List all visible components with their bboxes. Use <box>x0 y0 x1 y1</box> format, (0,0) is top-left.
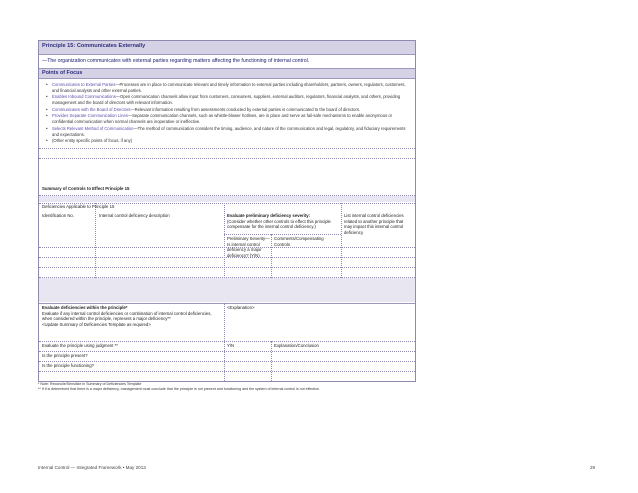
column-divider <box>224 303 225 341</box>
point-text: —Open communication channels allow input from customers, consumers, suppliers, external auditors, regulators, financial analysts, and others, providing management and the board of directors with relevant information. <box>52 94 401 106</box>
list-item <box>45 126 409 138</box>
footnote: * Note: Reconcile/Sensitize in Summary of Deficiencies Template <box>38 382 142 386</box>
principle-present-question: Is the principle present? <box>42 353 88 358</box>
shaded-row <box>39 196 415 202</box>
deficiencies-label: Deficiencies Applicable to Principle 15 <box>42 204 115 209</box>
shaded-row <box>39 278 415 302</box>
points-of-focus-header <box>39 68 415 79</box>
principle-title: Principle 15: Communicates Externally <box>42 43 146 49</box>
divider <box>39 371 415 372</box>
evaluate-deficiencies-title: Evaluate deficiencies within the principle* <box>42 305 128 310</box>
column-header-severity: Preliminary Severity—Is internal control deficiency a major deficiency? (Y/N) <box>227 236 270 258</box>
divider <box>39 361 415 362</box>
point-term: Communicates with the Board of Directors <box>52 106 131 112</box>
point-term: Provides Separate Communication Lines <box>52 113 128 119</box>
point-text: —Separate communication channels, such as whistle-blower hotlines, are in place and serve as fail-safe mechanisms to enable anonymous or confidential communication when normal channels are inoperative or ineffective. <box>52 113 393 125</box>
explanation-placeholder: <Explanation> <box>227 305 255 310</box>
point-text: (Other entity specific points of focus, if any) <box>52 138 133 144</box>
footnote: ** If it is determined that there is a major deficiency, management must conclude that the principle is not present and functioning and the system of internal control is not effective. <box>38 387 320 391</box>
point-text: —Relevant information resulting from assessments conducted by external parties is communicated to the board of directors. <box>130 106 361 112</box>
column-divider <box>95 203 96 278</box>
update-summary-note: <Update Summary of Deficiencies Template as required> <box>42 322 151 327</box>
column-divider <box>271 234 272 278</box>
column-header-evaluate: Evaluate preliminary deficiency severity: <box>227 213 311 218</box>
column-header-related: List internal control deficiencies related to another principle that may impact this internal control deficiency <box>344 213 404 235</box>
divider <box>39 148 415 149</box>
evaluate-instruction: (Consider whether other controls to effect this principle compensate for the internal control deficiency.) <box>227 218 331 230</box>
yn-header: Y/N <box>227 343 235 348</box>
column-divider <box>271 341 272 381</box>
list-item <box>45 107 409 113</box>
list-item <box>45 138 409 144</box>
explanation-header: Explanation/Conclusion <box>274 343 319 348</box>
evaluate-deficiencies-text: Evaluate if any internal control deficiencies or combination of internal control deficiencies, when considered within the principle, represent a major deficiency** <box>42 310 212 322</box>
points-of-focus-title: Points of Focus <box>42 70 83 76</box>
points-of-focus-list <box>45 82 409 145</box>
point-term: Communicates to External Parties <box>52 82 116 87</box>
point-text: —Processes are in place to communicate relevant and timely information to external parties including shareholders, partners, owners, regulators, customers, and financial analysts and other external parties. <box>52 82 406 93</box>
list-item <box>45 82 409 94</box>
column-divider <box>224 203 225 278</box>
principle-form <box>38 40 416 382</box>
column-divider <box>224 341 225 381</box>
point-text: —The method of communication considers the timing, audience, and nature of the communication and legal, regulatory, and fiduciary requirements and expectations. <box>52 125 406 137</box>
list-item <box>45 113 409 125</box>
principle-functioning-question: Is the principle functioning? <box>42 363 95 368</box>
divider <box>39 341 415 342</box>
divider <box>224 234 341 235</box>
divider <box>39 303 415 304</box>
footnotes <box>38 382 320 392</box>
principle-statement: —The organization communicates with external parties regarding matters affecting the functioning of internal control. <box>42 58 310 64</box>
point-term: Selects Relevant Method of Communication <box>52 125 134 131</box>
column-header-id: Identification No. <box>42 213 75 218</box>
principle-header <box>39 41 415 55</box>
page-number: 29 <box>590 465 596 470</box>
divider <box>39 158 415 159</box>
divider <box>39 351 415 352</box>
summary-label: Summary of Controls to Effect Principle 15 <box>42 186 130 191</box>
judgment-label: Evaluate the principle using judgment ** <box>42 343 118 348</box>
list-item <box>45 94 409 106</box>
point-term: Enables Inbound Communications <box>52 94 116 100</box>
column-header-comments: Comments/Compensating Controls <box>274 236 324 247</box>
column-divider <box>341 203 342 278</box>
footer-citation: Internal Control — Integrated Framework • May 2013 <box>38 465 146 470</box>
column-header-description: Internal control deficiency description <box>99 213 170 218</box>
